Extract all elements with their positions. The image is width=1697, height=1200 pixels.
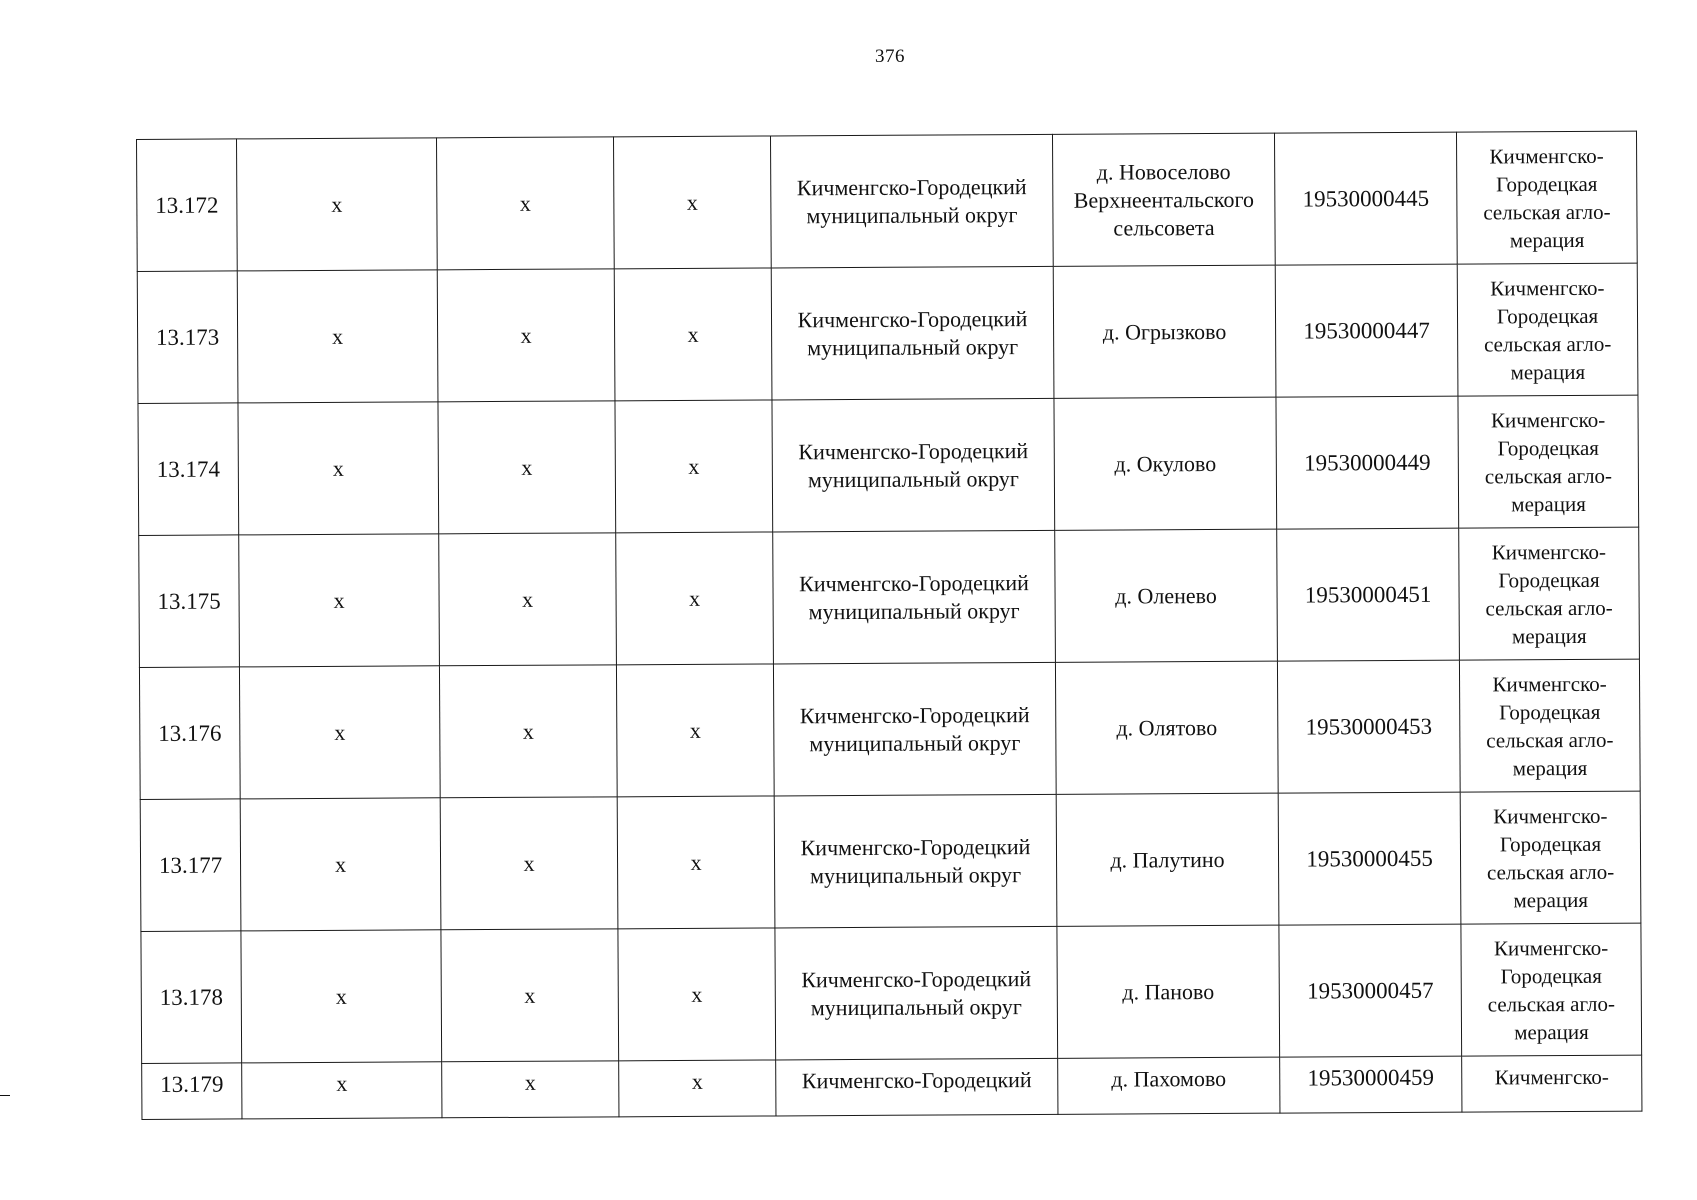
settlement-cell: д. Оленево [1055, 529, 1278, 662]
x-mark-cell: x [242, 1062, 442, 1119]
row-number-cell: 13.179 [142, 1063, 242, 1120]
settlement-cell: д. Олятово [1055, 661, 1278, 794]
x-mark-cell: x [440, 797, 618, 930]
district-cell: Кичменгско-Городецкий муниципальный округ [772, 398, 1055, 532]
agglomeration-cell: Кичменгско- [1462, 1055, 1642, 1112]
table-row [141, 923, 1642, 1063]
agglomeration-cell: Кичменгско-Городецкая сельская агло-мерация [1460, 791, 1641, 924]
table-row [137, 263, 1638, 403]
table-row [140, 791, 1641, 931]
settlement-cell: д. Паново [1057, 925, 1280, 1058]
x-mark-cell: x [436, 137, 614, 270]
x-mark-cell: x [616, 532, 774, 665]
x-mark-cell: x [613, 136, 771, 269]
x-mark-cell: x [438, 401, 616, 534]
margin-mark [0, 1095, 10, 1096]
district-cell: Кичменгско-Городецкий муниципальный округ [775, 926, 1058, 1060]
x-mark-cell: x [619, 1060, 776, 1117]
agglomeration-cell: Кичменгско-Городецкая сельская агло-мерация [1461, 923, 1642, 1056]
oktmo-code-cell: 19530000457 [1279, 924, 1462, 1057]
agglomeration-cell: Кичменгско-Городецкая сельская агло-мерация [1457, 263, 1638, 396]
x-mark-cell: x [239, 534, 440, 667]
x-mark-cell: x [439, 665, 617, 798]
row-number-cell: 13.178 [141, 931, 242, 1064]
x-mark-cell: x [239, 666, 440, 799]
district-cell: Кичменгско-Городецкий муниципальный округ [773, 662, 1056, 796]
table-body [137, 131, 1642, 1119]
settlement-cell: д. Окулово [1054, 397, 1277, 530]
agglomeration-cell: Кичменгско-Городецкая сельская агло-мерация [1459, 659, 1640, 792]
row-number-cell: 13.177 [140, 799, 241, 932]
agglomeration-cell: Кичменгско-Городецкая сельская агло-мерация [1458, 395, 1639, 528]
oktmo-code-cell: 19530000449 [1276, 396, 1459, 529]
district-cell: Кичменгско-Городецкий муниципальный округ [774, 794, 1057, 928]
x-mark-cell: x [237, 138, 438, 271]
oktmo-code-cell: 19530000455 [1278, 792, 1461, 925]
district-cell: Кичменгско-Городецкий [776, 1058, 1058, 1116]
district-cell: Кичменгско-Городецкий муниципальный округ [771, 266, 1054, 400]
row-number-cell: 13.174 [138, 403, 239, 536]
table-row [142, 1055, 1642, 1119]
x-mark-cell: x [616, 664, 774, 797]
x-mark-cell: x [240, 798, 441, 931]
page-number: 376 [875, 46, 905, 67]
x-mark-cell: x [439, 533, 617, 666]
district-cell: Кичменгско-Городецкий муниципальный округ [773, 530, 1056, 664]
oktmo-code-cell: 19530000459 [1280, 1056, 1462, 1113]
table-row [139, 527, 1640, 667]
x-mark-cell: x [615, 400, 773, 533]
agglomeration-cell: Кичменгско-Городецкая сельская агло-мерация [1459, 527, 1640, 660]
settlement-cell: д. Новоселово Верхнеентальского сельсовета [1052, 133, 1275, 266]
district-cell: Кичменгско-Городецкий муниципальный округ [770, 134, 1053, 268]
x-mark-cell: x [617, 796, 775, 929]
settlement-cell: д. Пахомово [1058, 1057, 1280, 1114]
x-mark-cell: x [237, 270, 438, 403]
table-row [137, 131, 1638, 271]
x-mark-cell: x [437, 269, 615, 402]
oktmo-code-cell: 19530000447 [1275, 264, 1458, 397]
x-mark-cell: x [441, 929, 619, 1062]
settlement-cell: д. Палутино [1056, 793, 1279, 926]
oktmo-code-cell: 19530000453 [1277, 660, 1460, 793]
oktmo-code-cell: 19530000451 [1277, 528, 1460, 661]
oktmo-code-cell: 19530000445 [1274, 132, 1457, 265]
x-mark-cell: x [614, 268, 772, 401]
agglomeration-cell: Кичменгско-Городецкая сельская агло-мерация [1456, 131, 1637, 264]
table-row [139, 659, 1640, 799]
x-mark-cell: x [442, 1061, 619, 1118]
row-number-cell: 13.175 [139, 535, 240, 668]
settlements-table [136, 131, 1642, 1120]
x-mark-cell: x [238, 402, 439, 535]
row-number-cell: 13.172 [137, 139, 238, 272]
x-mark-cell: x [241, 930, 442, 1063]
row-number-cell: 13.176 [139, 667, 240, 800]
x-mark-cell: x [618, 928, 776, 1061]
table-row [138, 395, 1639, 535]
settlement-cell: д. Огрызково [1053, 265, 1276, 398]
row-number-cell: 13.173 [137, 271, 238, 404]
